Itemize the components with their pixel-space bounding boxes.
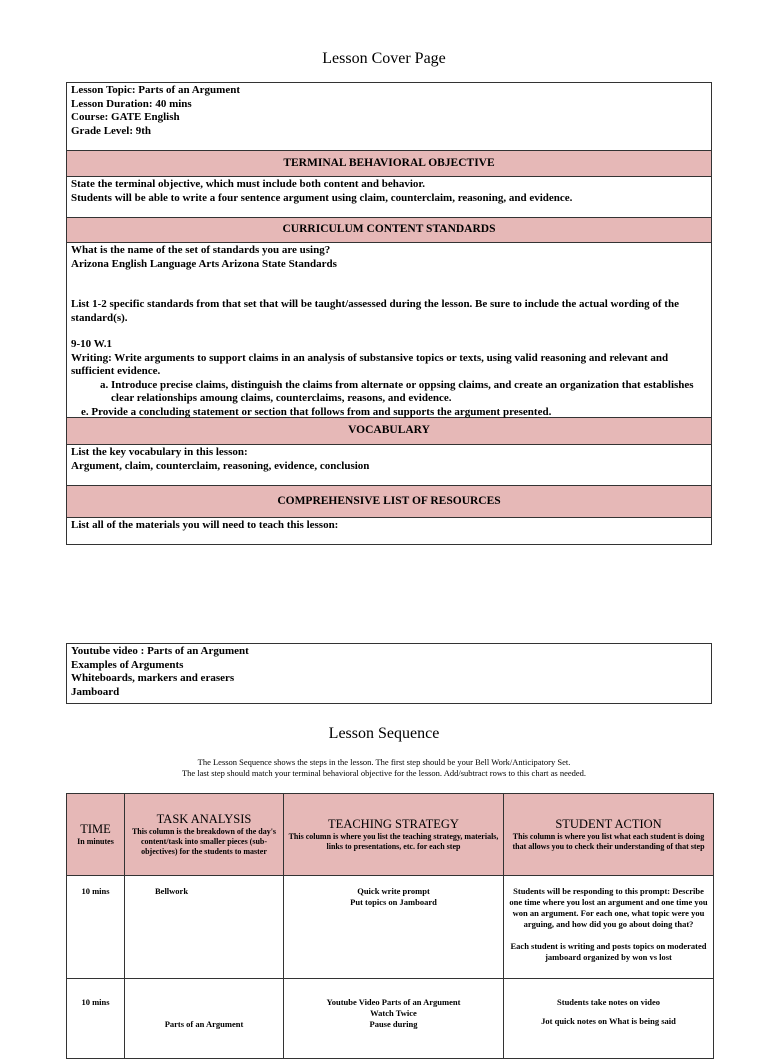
row1-action xyxy=(504,876,714,979)
row1-strategy xyxy=(284,876,504,979)
row2-action xyxy=(504,979,714,1059)
row2-strategy-line3: Pause during xyxy=(369,1019,418,1029)
lesson-topic: Lesson Topic: Parts of an Argument xyxy=(71,84,240,96)
standard-part-a: a. Introduce precise claims, distinguish the claims from alternate or oppsing claims, and create an organization that establishes clear relationships amoung claims, counterclaims, reasons, and evidence. xyxy=(111,379,707,406)
time-header-sub: In minutes xyxy=(77,837,114,846)
action-header-label: STUDENT ACTION xyxy=(555,817,662,831)
row2-time: 10 mins xyxy=(67,979,125,1059)
strategy-header-sub: This column is where you list the teaching strategy, materials, links to presentations, etc. for each step xyxy=(288,832,499,851)
objective-header: TERMINAL BEHAVIORAL OBJECTIVE xyxy=(67,151,711,177)
resource-item: Youtube video : Parts of an Argument xyxy=(71,645,249,657)
standard-part-e: e. Provide a concluding statement or section that follows from and supports the argument presented. xyxy=(81,405,552,418)
sequence-note xyxy=(0,757,768,779)
table-row xyxy=(67,876,714,979)
objective-body xyxy=(67,177,711,218)
standards-list-prompt: List 1-2 specific standards from that set that will be taught/assessed during the lesson. Be sure to include the actual wording of the standard(s). xyxy=(71,298,679,324)
standards-header: CURRICULUM CONTENT STANDARDS xyxy=(67,218,711,243)
task-header-sub: This column is the breakdown of the day's content/task into smaller pieces (sub-objectives) for the students to master xyxy=(131,827,277,856)
row1-task: Bellwork xyxy=(125,876,284,979)
row1-action-text: Students will be responding to this prompt: Describe one time where you lost an argument and one time you won an argument. For each one, what topic were you arguing, and how did you go about doing that? xyxy=(509,886,708,929)
resources-list xyxy=(66,643,712,704)
objective-prompt: State the terminal objective, which must include both content and behavior. xyxy=(71,178,426,190)
row2-action-text: Students take notes on video xyxy=(557,997,660,1007)
vocab-terms: Argument, claim, counterclaim, reasoning, evidence, conclusion xyxy=(71,459,370,472)
vocab-prompt: List the key vocabulary in this lesson: xyxy=(71,446,248,458)
row2-strategy xyxy=(284,979,504,1059)
time-header-label: TIME xyxy=(80,822,111,836)
task-header-label: TASK ANALYSIS xyxy=(156,812,252,826)
lesson-sequence-table xyxy=(66,793,714,1059)
row2-strategy-line1: Youtube Video Parts of an Argument xyxy=(326,997,461,1007)
standards-body xyxy=(67,243,711,418)
resources-header: COMPREHENSIVE LIST OF RESOURCES xyxy=(67,486,711,518)
standards-name: Arizona English Language Arts Arizona State Standards xyxy=(71,257,337,270)
row1-action-check: Each student is writing and posts topics on moderated jamboard organized by won vs lost xyxy=(510,941,707,962)
sequence-title: Lesson Sequence xyxy=(328,725,440,742)
vocab-body xyxy=(67,445,711,486)
action-header-sub: This column is where you list what each student is doing that allows you to check their understanding of that step xyxy=(512,832,705,851)
resources-prompt: List all of the materials you will need to teach this lesson: xyxy=(71,519,339,531)
row2-action-notes: Jot quick notes on What is being said xyxy=(541,1016,676,1026)
lesson-duration: Lesson Duration: 40 mins xyxy=(71,97,192,110)
course: Course: GATE English xyxy=(71,111,180,123)
resource-item: Whiteboards, markers and erasers xyxy=(71,672,235,684)
lesson-info-table xyxy=(66,82,712,545)
objective-text: Students will be able to write a four sentence argument using claim, counterclaim, reasoning, and evidence. xyxy=(71,191,573,204)
strategy-header xyxy=(284,794,504,876)
time-header xyxy=(67,794,125,876)
sequence-note-line2: The last step should match your terminal behavioral objective for the lesson. Add/subtract rows to this chart as needed. xyxy=(181,768,587,778)
row1-time: 10 mins xyxy=(67,876,125,979)
cover-title: Lesson Cover Page xyxy=(322,50,446,67)
row1-strategy-line1: Quick write prompt xyxy=(357,886,430,896)
action-header xyxy=(504,794,714,876)
table-row xyxy=(67,979,714,1059)
resource-item: Jamboard xyxy=(71,685,120,698)
standards-question: What is the name of the set of standards you are using? xyxy=(71,244,331,256)
row2-task: Parts of an Argument xyxy=(125,979,284,1059)
resource-item: Examples of Arguments xyxy=(71,658,184,671)
strategy-header-label: TEACHING STRATEGY xyxy=(328,817,459,831)
standard-writing: Writing: Write arguments to support claims in an analysis of substansive topics or texts, using valid reasoning and relevant and sufficient evidence. xyxy=(71,351,669,377)
standard-code: 9-10 W.1 xyxy=(71,338,112,350)
lesson-info xyxy=(67,83,711,151)
task-header xyxy=(125,794,284,876)
row1-strategy-line2: Put topics on Jamboard xyxy=(350,897,437,907)
sequence-header-row xyxy=(67,794,714,876)
vocab-header: VOCABULARY xyxy=(67,418,711,445)
row2-strategy-line2: Watch Twice xyxy=(370,1008,417,1018)
sequence-note-line1: The Lesson Sequence shows the steps in the lesson. The first step should be your Bell Work/Anticipatory Set. xyxy=(197,757,571,767)
grade-level: Grade Level: 9th xyxy=(71,124,152,137)
